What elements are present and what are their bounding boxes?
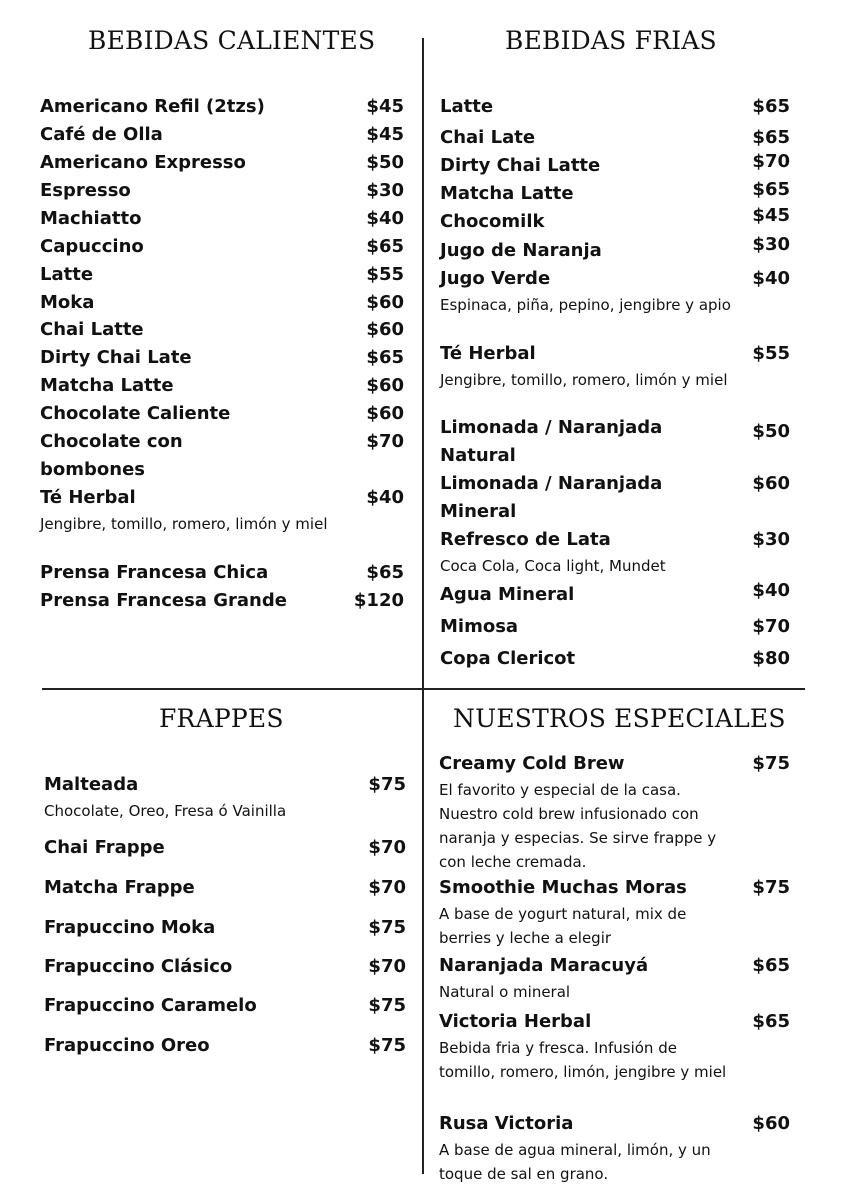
menu-item — [40, 587, 404, 615]
item-price: $40 — [752, 580, 790, 601]
item-price: $65 — [366, 562, 404, 583]
item-name: Frapuccino Oreo — [44, 1035, 210, 1056]
section-frappes — [44, 704, 406, 1074]
menu-item — [440, 152, 790, 180]
item-price: $75 — [368, 1035, 406, 1056]
menu-item — [440, 205, 790, 236]
item-name: Jugo de Naranja — [440, 240, 602, 261]
item-price: $60 — [366, 375, 404, 396]
item-price: $40 — [366, 208, 404, 229]
vertical-divider — [422, 38, 424, 1174]
item-description: El favorito y especial de la casa. Nuestro cold brew infusionado con naranja y especias. Se sirve frappe y con leche cremada. — [439, 781, 717, 871]
horizontal-divider-right — [424, 688, 805, 690]
section-title: FRAPPES — [159, 704, 284, 733]
item-name: Latte — [40, 264, 94, 285]
item-price: $50 — [366, 152, 404, 173]
item-price: $70 — [368, 877, 406, 898]
item-price: $40 — [366, 487, 404, 508]
menu-item — [40, 233, 404, 261]
item-name: Copa Clericot — [440, 648, 576, 669]
item-name: Matcha Latte — [440, 183, 574, 204]
menu-item — [440, 414, 790, 470]
item-name: Americano Expresso — [40, 152, 246, 173]
item-name: Espresso — [40, 180, 131, 201]
item-price: $60 — [752, 1113, 790, 1134]
item-name: Matcha Latte — [40, 375, 174, 396]
item-price: $60 — [752, 473, 790, 494]
item-description: Espinaca, piña, pepino, jengibre y apio — [440, 296, 731, 314]
item-name: Té Herbal — [40, 487, 136, 508]
menu-item — [440, 526, 790, 578]
item-description: A base de agua mineral, limón, y un toque de sal en grano. — [439, 1141, 711, 1183]
menu-item — [439, 750, 790, 874]
item-name: Agua Mineral — [440, 584, 575, 605]
item-price: $45 — [752, 205, 790, 226]
item-name: Chocolate Caliente — [40, 403, 231, 424]
item-price: $55 — [366, 264, 404, 285]
item-name: Creamy Cold Brew — [439, 753, 625, 774]
menu-item — [439, 874, 790, 950]
item-description: Bebida fria y fresca. Infusión de tomillo, romero, limón, jengibre y miel — [439, 1039, 727, 1081]
item-name: Malteada — [44, 774, 139, 795]
menu-item — [44, 874, 406, 902]
item-price: $60 — [366, 292, 404, 313]
menu-item — [40, 372, 404, 400]
item-price: $75 — [368, 774, 406, 795]
menu-item — [40, 205, 404, 233]
item-description: Jengibre, tomillo, romero, limón y miel — [440, 371, 728, 389]
item-price: $75 — [752, 877, 790, 898]
item-description: Coca Cola, Coca light, Mundet — [440, 557, 666, 575]
item-price: $70 — [368, 837, 406, 858]
menu-item — [40, 400, 404, 428]
item-name: Prensa Francesa Chica — [40, 562, 269, 583]
item-price: $60 — [366, 403, 404, 424]
item-price: $120 — [353, 590, 404, 611]
item-price: $70 — [368, 956, 406, 977]
item-name: Refresco de Lata — [440, 529, 611, 550]
menu-item — [440, 124, 790, 152]
item-name: Chai Frappe — [44, 837, 165, 858]
menu-item — [40, 261, 404, 289]
menu-item — [439, 1008, 790, 1084]
item-price: $55 — [752, 343, 790, 364]
menu-item — [44, 953, 406, 981]
menu-item — [40, 484, 404, 536]
item-name: Chai Late — [440, 127, 536, 148]
item-description: Natural o mineral — [439, 983, 571, 1001]
item-description: A base de yogurt natural, mix de berries y leche a elegir — [439, 905, 687, 947]
item-name: Latte — [440, 96, 494, 117]
menu-item — [440, 234, 790, 265]
item-name: Mimosa — [440, 616, 519, 637]
item-price: $65 — [752, 179, 790, 200]
section-bebidas-calientes — [40, 26, 404, 666]
item-description: Chocolate, Oreo, Fresa ó Vainilla — [44, 802, 287, 820]
item-name: Matcha Frappe — [44, 877, 195, 898]
menu-item — [440, 470, 790, 526]
menu-item — [40, 428, 404, 484]
menu-item — [44, 834, 406, 862]
item-price: $65 — [366, 347, 404, 368]
item-price: $65 — [752, 96, 790, 117]
menu-item — [439, 952, 790, 1004]
item-name: Chocomilk — [440, 211, 545, 232]
menu-item — [44, 914, 406, 942]
menu-item — [440, 180, 790, 208]
menu-item — [440, 265, 790, 317]
item-name: Smoothie Muchas Moras — [439, 877, 687, 898]
menu-item — [40, 316, 404, 344]
item-price: $45 — [366, 124, 404, 145]
section-title: BEBIDAS FRIAS — [505, 26, 717, 55]
item-price: $70 — [366, 431, 404, 452]
menu-item — [44, 771, 406, 823]
item-price: $75 — [752, 753, 790, 774]
item-price: $30 — [366, 180, 404, 201]
item-name: Café de Olla — [40, 124, 163, 145]
menu-item — [40, 559, 404, 587]
item-price: $30 — [752, 529, 790, 550]
menu-item — [40, 93, 404, 121]
item-price: $70 — [752, 616, 790, 637]
item-name: Chai Latte — [40, 319, 144, 340]
menu-item — [40, 149, 404, 177]
item-name: Rusa Victoria — [439, 1113, 574, 1134]
menu-item — [44, 1032, 406, 1060]
item-price: $65 — [752, 955, 790, 976]
menu-item — [40, 344, 404, 372]
item-name: Frapuccino Caramelo — [44, 995, 257, 1016]
item-name: Chocolate con bombones — [40, 431, 183, 480]
item-price: $75 — [368, 917, 406, 938]
menu-item — [40, 289, 404, 317]
item-name: Machiatto — [40, 208, 142, 229]
item-name: Capuccino — [40, 236, 144, 257]
section-nuestros-especiales — [439, 704, 790, 1190]
menu-item — [44, 992, 406, 1020]
item-name: Dirty Chai Late — [40, 347, 192, 368]
item-price: $65 — [366, 236, 404, 257]
item-name: Frapuccino Clásico — [44, 956, 233, 977]
menu-item — [40, 177, 404, 205]
section-bebidas-frias — [440, 26, 790, 676]
item-name: Prensa Francesa Grande — [40, 590, 287, 611]
item-price: $30 — [752, 234, 790, 255]
item-price: $50 — [752, 421, 790, 442]
item-description: Jengibre, tomillo, romero, limón y miel — [40, 515, 328, 533]
item-price: $45 — [366, 96, 404, 117]
item-name: Jugo Verde — [440, 268, 551, 289]
section-title: BEBIDAS CALIENTES — [88, 26, 376, 55]
item-name: Limonada / Naranjada Natural — [440, 417, 663, 466]
item-name: Victoria Herbal — [439, 1011, 592, 1032]
item-name: Naranjada Maracuyá — [439, 955, 649, 976]
menu-item — [440, 645, 790, 673]
item-name: Frapuccino Moka — [44, 917, 216, 938]
menu-item — [440, 93, 790, 121]
item-price: $75 — [368, 995, 406, 1016]
section-title: NUESTROS ESPECIALES — [453, 704, 786, 733]
menu-item — [439, 1110, 790, 1186]
menu-item — [440, 340, 790, 392]
item-price: $60 — [366, 319, 404, 340]
item-price: $65 — [752, 127, 790, 148]
horizontal-divider-left — [42, 688, 422, 690]
item-name: Moka — [40, 292, 95, 313]
item-name: Dirty Chai Latte — [440, 155, 601, 176]
item-name: Limonada / Naranjada Mineral — [440, 473, 663, 522]
item-price: $65 — [752, 1011, 790, 1032]
item-price: $80 — [752, 648, 790, 669]
item-price: $70 — [752, 151, 790, 172]
item-name: Té Herbal — [440, 343, 536, 364]
item-name: Americano Refil (2tzs) — [40, 96, 265, 117]
menu-item — [40, 121, 404, 149]
menu-item — [440, 613, 790, 641]
item-price: $40 — [752, 268, 790, 289]
menu-item — [440, 581, 790, 609]
